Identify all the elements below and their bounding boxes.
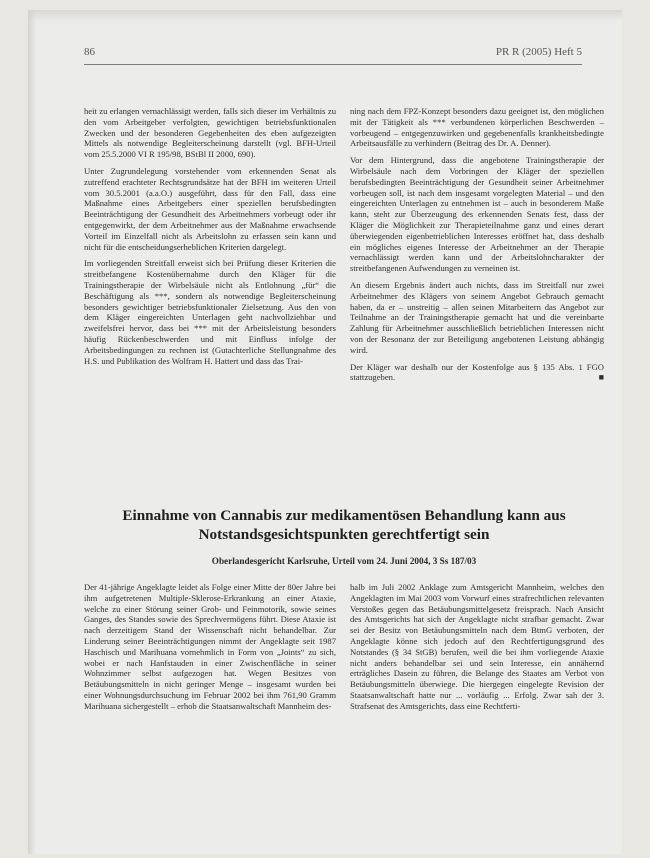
scan-shadow-left	[28, 10, 36, 854]
top-left-column	[84, 106, 336, 372]
document-page	[28, 10, 622, 854]
paragraph: Der 41-jährige Angeklagte leidet als Folge einer Mitte der 80er Jahre bei ihm aufgetretenen Multiple-Sklerose-Erkrankung an einer Ataxie, welche zu einer Störung seiner Grob- und Feinmotorik, sowie seines Ganges, des Standes sowie des Sprechvermögens führt. Diese Ataxie ist nach derzeitigem Stand der Wissenschaft nicht behandelbar. Zur Linderung seiner Beeinträchtigungen nimmt der Angeklagte seit 1987 Haschisch und Marihuana vornehmlich in Form von „Joints“ zu sich, wobei er nach Hanfstauden in einer Zwischenfläche in seiner Wohnzimmer selbst aufgezogen hat. Wegen Besitzes von Betäubungsmitteln in nicht geringer Menge – insgesamt wurden bei einer Wohnungsdurchsuchung im Februar 2002 bei ihm 761,90 Gramm Marihuana sichergestellt – erhob die Staatsanwaltschaft Mannheim des-	[84, 582, 336, 711]
header-divider	[84, 64, 582, 65]
paragraph-text: Der Kläger war deshalb nur der Kostenfolge aus § 135 Abs. 1 FGO stattzugeben.	[350, 361, 604, 383]
article-title-line: Einnahme von Cannabis zur medikamentösen Behandlung kann aus	[122, 507, 566, 524]
journal-reference: PR R (2005) Heft 5	[495, 46, 582, 58]
article-title	[84, 506, 604, 544]
bottom-right-column	[350, 582, 604, 718]
paragraph: Vor dem Hintergrund, dass die angebotene Trainingstherapie der Wirbelsäule nach dem Vorbringen der Kläger der speziellen berufsbedingten Beeinträchtigung der Gesundheit seiner Arbeitnehmer vorbeugen soll, ist nach dem insgesamt vorgelegten Material – und den eingereichten Unterlagen zu entnehmen ist – auch in besonderem Maße kann, steht zur Überzeugung des erkennenden Senats fest, dass der Kläger die Möglichkeit zur Therapieteilnahme ganz und eines derart überwiegenden eigenbetrieblichen Interesses eröffnet hat, dass deshalb ein mögliches eigenes Interesse der Arbeitnehmer an der Therapie vernachlässigt werden kann und der Arbeitslohncharakter der streitbefangenen Aufwendungen zu verneinen ist.	[350, 155, 604, 274]
scan-shadow-top	[28, 10, 622, 22]
paragraph: heit zu erlangen vernachlässigt werden, falls sich dieser im Verhältnis zu den vom Arbeitgeber verfolgten, gewichtigen betriebsfunktionalen Zwecken und der besonderen Gegebenheiten des eben aufgezeigten Mittels als notwendige Begleiterscheinung darstellt (vgl. BFH-Urteil vom 25.5.2000 VI R 195/98, BStBl II 2000, 690).	[84, 106, 336, 160]
article-title-line: Notstandsgesichtspunkten gerechtfertigt sein	[198, 526, 490, 543]
top-right-column	[350, 106, 604, 389]
page-number: 86	[84, 46, 95, 58]
end-of-article-mark: ■	[598, 372, 604, 383]
paragraph: An diesem Ergebnis ändert auch nichts, dass im Streitfall nur zwei Arbeitnehmer des Klägers von seinem Angebot Gebrauch gemacht haben, da er – unstreitig – allen seinen Mitarbeitern das Angebot zur Teilnahme an der Trainingstherapie gemacht hat und die vereinbarte Zahlung für Arbeitnehmer ausschließlich betrieblichen Interessen nicht von der Resonanz der zur Beteiligung angebotenen Leistung abhängig wird.	[350, 279, 604, 355]
paragraph: Im vorliegenden Streitfall erweist sich bei Prüfung dieser Kriterien die streitbefangene Kostenübernahme durch den Kläger für die Trainingstherapie der Wirbelsäule nicht als Entlohnung „für“ die Beschäftigung als ***, sondern als notwendige Begleiterscheinung besonders gewichtiger betriebsfunktionaler Zielsetzung. Aus den von dem Kläger eingereichten Unterlagen geht nachvollziehbar und zweifelsfrei hervor, dass bei *** mit der Arbeitsleistung besonders häufig Rückenbeschwerden und mit Einfluss infolge der Arbeitsbedingungen zu rechnen ist (Gutachterliche Stellungnahme des H.S. und Publikation des Wolfram H. Hattert und dass das Trai-	[84, 258, 336, 366]
page-header	[84, 46, 582, 64]
paragraph: Unter Zugrundelegung vorstehender vom erkennenden Senat als zutreffend erachteter Rechtsgrundsätze hat der BFH im weiteren Urteil vom 30.5.2001 (a.a.O.) ausgeführt, dass für den Fall, dass eine Maßnahme eines Arbeitgebers einer speziellen berufsbedingten Beeinträchtigung der Gesundheit des Arbeitnehmers vorbeugt oder ihr entgegenwirkt, der dem Arbeitnehmer aus der Maßnahme erwachsende Vorteil im Einzelfall nicht als Arbeitslohn zu erfassen sein kann und nicht für die entscheidungserheblichen Kriterien dargelegt.	[84, 165, 336, 252]
paragraph: halb im Juli 2002 Anklage zum Amtsgericht Mannheim, welches den Angeklagten im Mai 2003 vom Vorwurf eines strafrechtlichen relevanten Verstoßes gegen das Betäubungsmittelgesetz freisprach. Nach Ansicht des Amtsgerichts hat sich der Angeklagte nicht strafbar gemacht. Zwar sei der Besitz von Betäubungsmitteln nach dem BtmG verboten, der Angeklagte könne sich jedoch auf den Rechtfertigungsgrund des Notstandes (§ 34 StGB) berufen, weil die bei ihm vorliegende Ataxie nicht anders behandelbar sei und sein Interesse, ein annähernd erträgliches Dasein zu führen, die Belange des Staates am Verbot von Betäubungsmitteln überwiege. Die hiergegen eingelegte Revision der Staatsanwaltschaft hatte nur ... vorläufig ... Erfolg. Zwar sah der 3. Strafsenat des Amtsgerichts, dass eine Rechtferti-	[350, 582, 604, 711]
paragraph-final	[350, 362, 604, 384]
court-decision-line: Oberlandesgericht Karlsruhe, Urteil vom 24. Juni 2004, 3 Ss 187/03	[211, 556, 477, 566]
paragraph: ning nach dem FPZ-Konzept besonders dazu geeignet ist, den möglichen mit der Tätigkeit als *** verbundenen körperlichen Beschwerden – vorbeugend – entgegenzuwirken und gegebenenfalls krankheitsbedingte Arbeitsausfälle zu verhindern (Beitrag des Dr. A. Denner).	[350, 106, 604, 149]
bottom-left-column	[84, 582, 336, 718]
